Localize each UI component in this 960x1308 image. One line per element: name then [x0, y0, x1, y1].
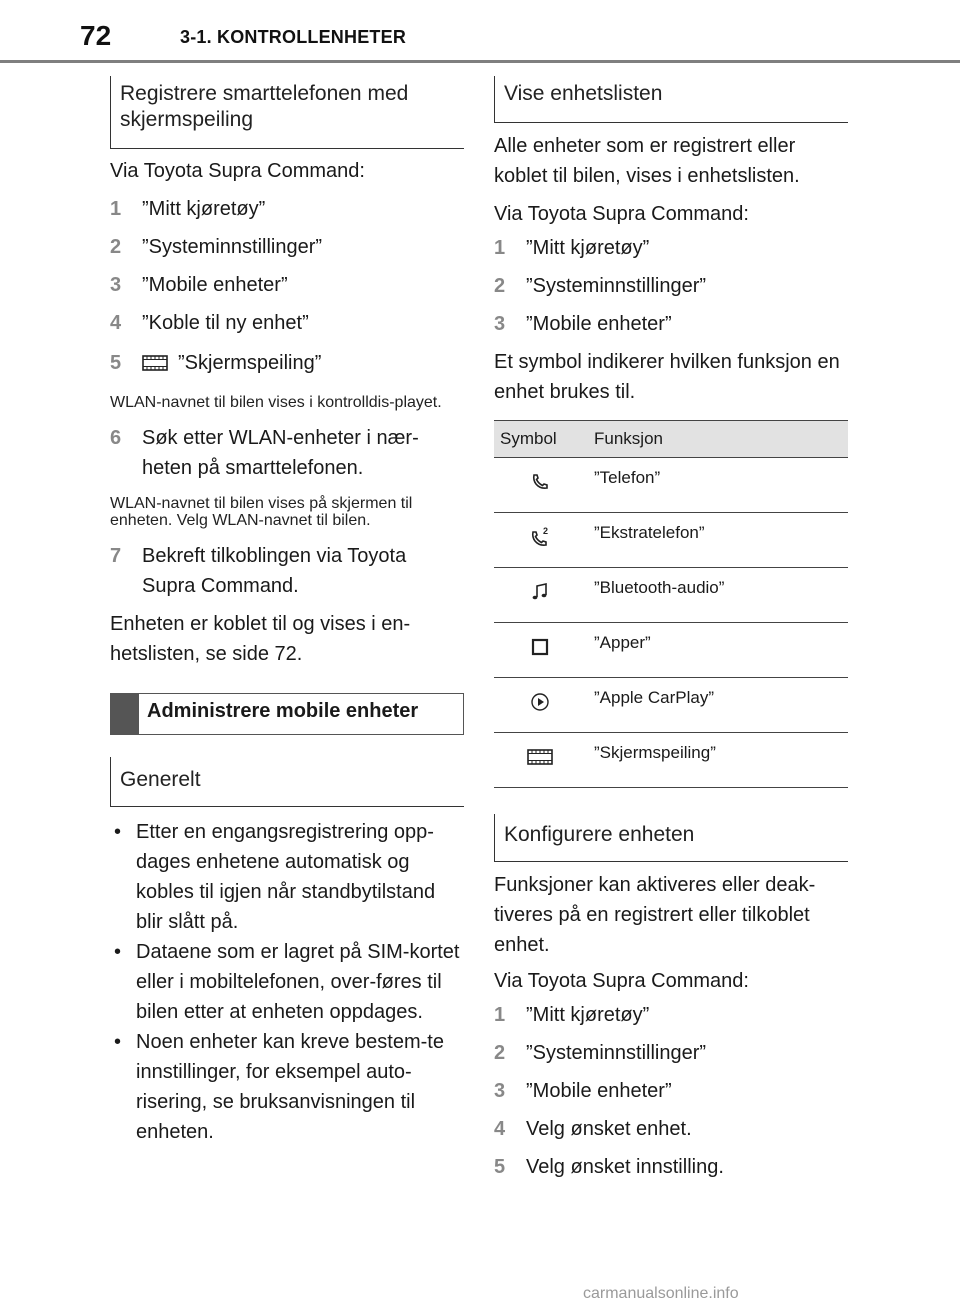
page-header — [0, 0, 960, 64]
register-step-5 — [110, 348, 464, 382]
step-text: ”Systeminnstillinger” — [526, 1042, 707, 1064]
step-text: Velg ønsket enhet. — [526, 1118, 692, 1140]
step-number: 1 — [494, 1004, 506, 1026]
configure-intro: Funksjoner kan aktiveres eller deak-tiveres på en registrert eller tilkoblet enhet. — [494, 874, 816, 956]
left-column — [110, 76, 464, 1147]
chapter-title: 3-1. KONTROLLENHETER — [180, 27, 407, 47]
configure-step-5 — [494, 1152, 848, 1182]
carplay-icon — [494, 678, 586, 733]
section-heading-manage-devices — [110, 693, 464, 735]
apps-square-icon — [494, 623, 586, 678]
register-step-7 — [110, 541, 464, 601]
step-number: 1 — [494, 237, 506, 259]
function-label: ”Apple CarPlay” — [586, 678, 848, 733]
list-item: • Etter en engangsregistrering opp-dages enhetene automatisk og kobles til igjen når standbytilstand blir slått på. — [110, 817, 464, 937]
step-text: ”Systeminnstillinger” — [526, 275, 707, 297]
table-header-row — [494, 421, 848, 458]
step-text: ”Systeminnstillinger” — [142, 236, 323, 258]
page-number: 72 — [80, 20, 112, 51]
configure-step-4 — [494, 1114, 848, 1144]
configure-heading: Konfigurere enheten — [494, 814, 848, 862]
step-number: 5 — [110, 352, 122, 374]
step-text: ”Mitt kjøretøy” — [142, 198, 266, 220]
step-text: Søk etter WLAN-enheter i nær-heten på smarttelefonen. — [142, 427, 419, 479]
step-text: ”Mitt kjøretøy” — [526, 237, 650, 259]
step-text: Velg ønsket innstilling. — [526, 1156, 724, 1178]
watermark: carmanualsonline.info — [583, 1285, 739, 1302]
function-label: ”Skjermspeiling” — [586, 733, 848, 788]
via-command-text: Via Toyota Supra Command: — [494, 970, 749, 992]
register-step-4 — [110, 308, 464, 338]
music-note-icon — [494, 568, 586, 623]
table-row — [494, 458, 848, 513]
right-column — [494, 76, 848, 1182]
configure-step-2 — [494, 1038, 848, 1068]
section-marker — [111, 694, 139, 734]
list-step-1 — [494, 233, 848, 263]
device-list-heading: Vise enhetslisten — [494, 76, 848, 123]
step-number: 2 — [110, 236, 122, 258]
step-text: ”Mobile enheter” — [526, 313, 672, 335]
step-number: 3 — [494, 313, 506, 335]
register-step-3 — [110, 270, 464, 300]
table-row — [494, 568, 848, 623]
register-step-1 — [110, 194, 464, 224]
step-number: 1 — [110, 198, 122, 220]
register-heading: Registrere smarttelefonen med skjermspeiling — [110, 76, 464, 149]
step-number: 4 — [110, 312, 122, 334]
step-number: 2 — [494, 1042, 506, 1064]
table-row — [494, 623, 848, 678]
list-step-3 — [494, 309, 848, 339]
table-row — [494, 733, 848, 788]
step-number: 3 — [494, 1080, 506, 1102]
result-text: Enheten er koblet til og vises i en-hetslisten, se side 72. — [110, 613, 411, 665]
configure-step-1 — [494, 1000, 848, 1030]
column-header-function: Funksjon — [586, 421, 848, 458]
register-step-6 — [110, 423, 464, 483]
svg-text:2: 2 — [543, 526, 549, 536]
symbol-intro: Et symbol indikerer hvilken funksjon en enhet brukes til. — [494, 351, 840, 403]
list-step-2 — [494, 271, 848, 301]
section-title: Administrere mobile enheter — [147, 700, 419, 722]
function-label: ”Bluetooth-audio” — [586, 568, 848, 623]
step-text: ”Skjermspeiling” — [178, 352, 322, 374]
step-text: ”Koble til ny enhet” — [142, 312, 309, 334]
symbol-table — [494, 420, 848, 788]
register-step-2 — [110, 232, 464, 262]
via-command-text: Via Toyota Supra Command: — [110, 160, 365, 182]
table-row — [494, 513, 848, 568]
configure-step-3 — [494, 1076, 848, 1106]
list-item: • Noen enheter kan kreve bestem-te innstillinger, for eksempel auto-risering, se bruksanvisningen til enheten. — [110, 1027, 464, 1147]
step-text: ”Mobile enheter” — [526, 1080, 672, 1102]
header-rule — [0, 60, 960, 63]
step-number: 6 — [110, 427, 122, 449]
function-label: ”Apper” — [586, 623, 848, 678]
via-command-text: Via Toyota Supra Command: — [494, 203, 749, 225]
step-text: ”Mitt kjøretøy” — [526, 1004, 650, 1026]
step-text: Bekreft tilkoblingen via Toyota Supra Command. — [142, 545, 407, 597]
device-list-intro: Alle enheter som er registrert eller koblet til bilen, vises i enhetslisten. — [494, 135, 800, 187]
step-number: 2 — [494, 275, 506, 297]
step-number: 5 — [494, 1156, 506, 1178]
screen-mirroring-icon — [142, 352, 168, 382]
step-number: 7 — [110, 545, 122, 567]
wlan-note-display: WLAN-navnet til bilen vises i kontrolldis-playet. — [110, 394, 442, 411]
function-label: ”Ekstratelefon” — [586, 513, 848, 568]
wlan-note-device: WLAN-navnet til bilen vises på skjermen til enheten. Velg WLAN-navnet til bilen. — [110, 495, 413, 529]
screen-mirroring-icon — [494, 733, 586, 788]
step-text: ”Mobile enheter” — [142, 274, 288, 296]
extra-phone-icon — [494, 513, 586, 568]
function-label: ”Telefon” — [586, 458, 848, 513]
general-bullet-list — [110, 817, 464, 1147]
step-number: 3 — [110, 274, 122, 296]
list-item: • Dataene som er lagret på SIM-kortet eller i mobiltelefonen, over-føres til bilen etter at enheten oppdages. — [110, 937, 464, 1027]
table-row — [494, 678, 848, 733]
step-number: 4 — [494, 1118, 506, 1140]
column-header-symbol: Symbol — [494, 421, 586, 458]
phone-icon — [494, 458, 586, 513]
general-heading: Generelt — [110, 757, 464, 807]
